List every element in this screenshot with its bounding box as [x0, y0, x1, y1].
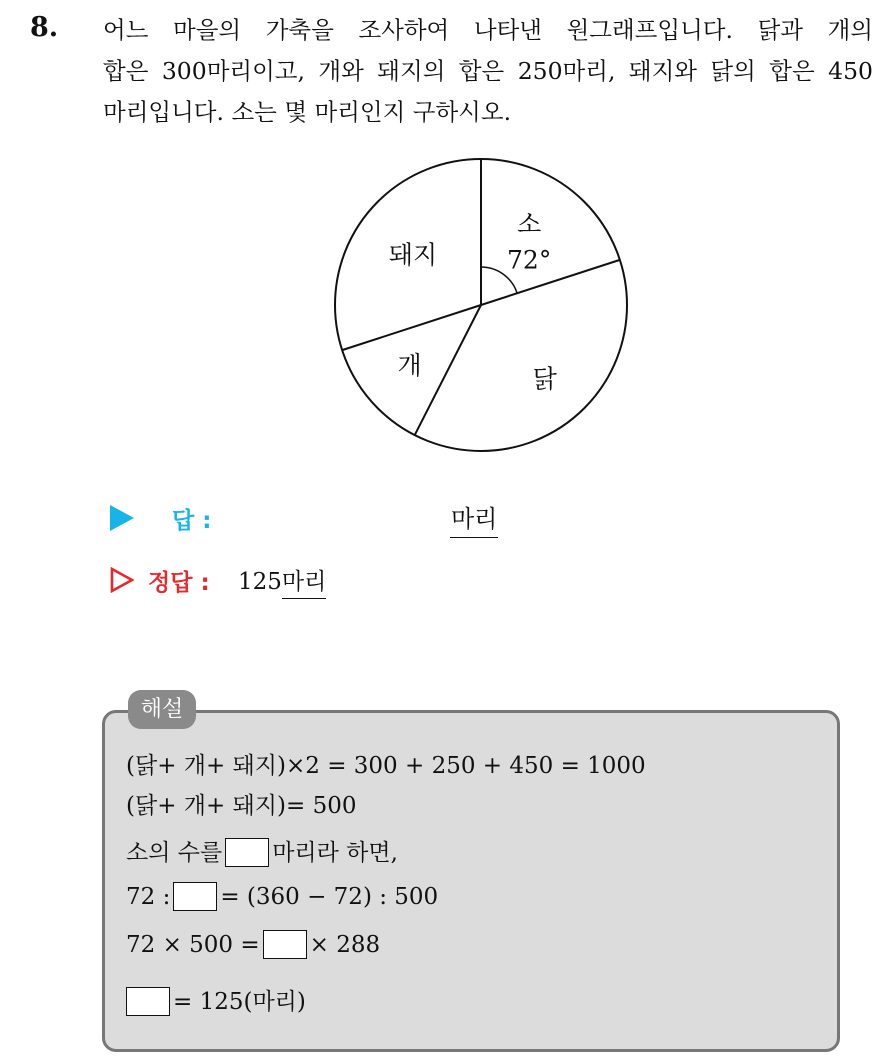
correct-answer-number: 125: [238, 569, 282, 595]
answer-row: [110, 499, 530, 539]
answer-label: 답 :: [172, 508, 212, 534]
explanation-line-3-rest: 마리라 하면,: [272, 840, 398, 866]
slice-label-chicken: 닭: [532, 364, 557, 394]
answer-input[interactable]: [450, 499, 498, 538]
explanation-line-5: [126, 930, 380, 959]
livestock-pie-chart: [328, 156, 634, 454]
unknown-box: [225, 838, 269, 867]
explanation-line-2: (닭+ 개+ 돼지)= 500: [126, 793, 357, 819]
explanation-line-3-text: 소의 수를: [126, 840, 223, 866]
explanation-tag: 해설: [128, 690, 196, 729]
explanation-line-3: [126, 834, 398, 867]
answer-unit: 마리: [451, 505, 498, 533]
question-line-1: 어느 마을의 가축을 조사하여 나타낸 원그래프입니다. 닭과 개의: [103, 16, 873, 44]
correct-answer-row: [110, 560, 530, 600]
slice-label-cow: 소: [517, 209, 542, 239]
slice-angle-label-cow: 72°: [507, 245, 552, 275]
question-number: 8.: [30, 12, 59, 43]
explanation-line-4-rest: = (360 − 72) : 500: [220, 884, 439, 910]
question-text: [103, 10, 873, 133]
explanation-line-1: (닭+ 개+ 돼지)×2 = 300 + 250 + 450 = 1000: [126, 753, 646, 779]
correct-answer-label: 정답 :: [148, 570, 210, 596]
explanation-line-5-rest: × 288: [309, 932, 381, 958]
slice-label-pig: 돼지: [388, 240, 438, 270]
unknown-box: [126, 987, 170, 1016]
triangle-outline-icon: [110, 567, 134, 593]
slice-label-dog: 개: [397, 351, 422, 381]
unknown-box: [263, 930, 307, 959]
question-line-3: 마리입니다. 소는 몇 마리인지 구하시오.: [103, 98, 512, 126]
unknown-box: [173, 882, 217, 911]
question-line-2: 합은 300마리이고, 개와 돼지의 합은 250마리, 돼지와 닭의 합은 450: [103, 57, 873, 85]
explanation-line-6-rest: = 125(마리): [173, 989, 306, 1015]
explanation-line-4: [126, 882, 438, 911]
correct-answer-unit: 마리: [282, 569, 326, 599]
slice-boundary-dog: [415, 305, 481, 435]
triangle-right-icon: [110, 505, 134, 531]
correct-answer-value: [238, 563, 326, 596]
explanation-line-5-text: 72 × 500 =: [126, 932, 260, 958]
slice-boundary-pig: [342, 305, 481, 350]
explanation-line-6: [126, 983, 306, 1016]
explanation-line-4-text: 72 :: [126, 884, 171, 910]
